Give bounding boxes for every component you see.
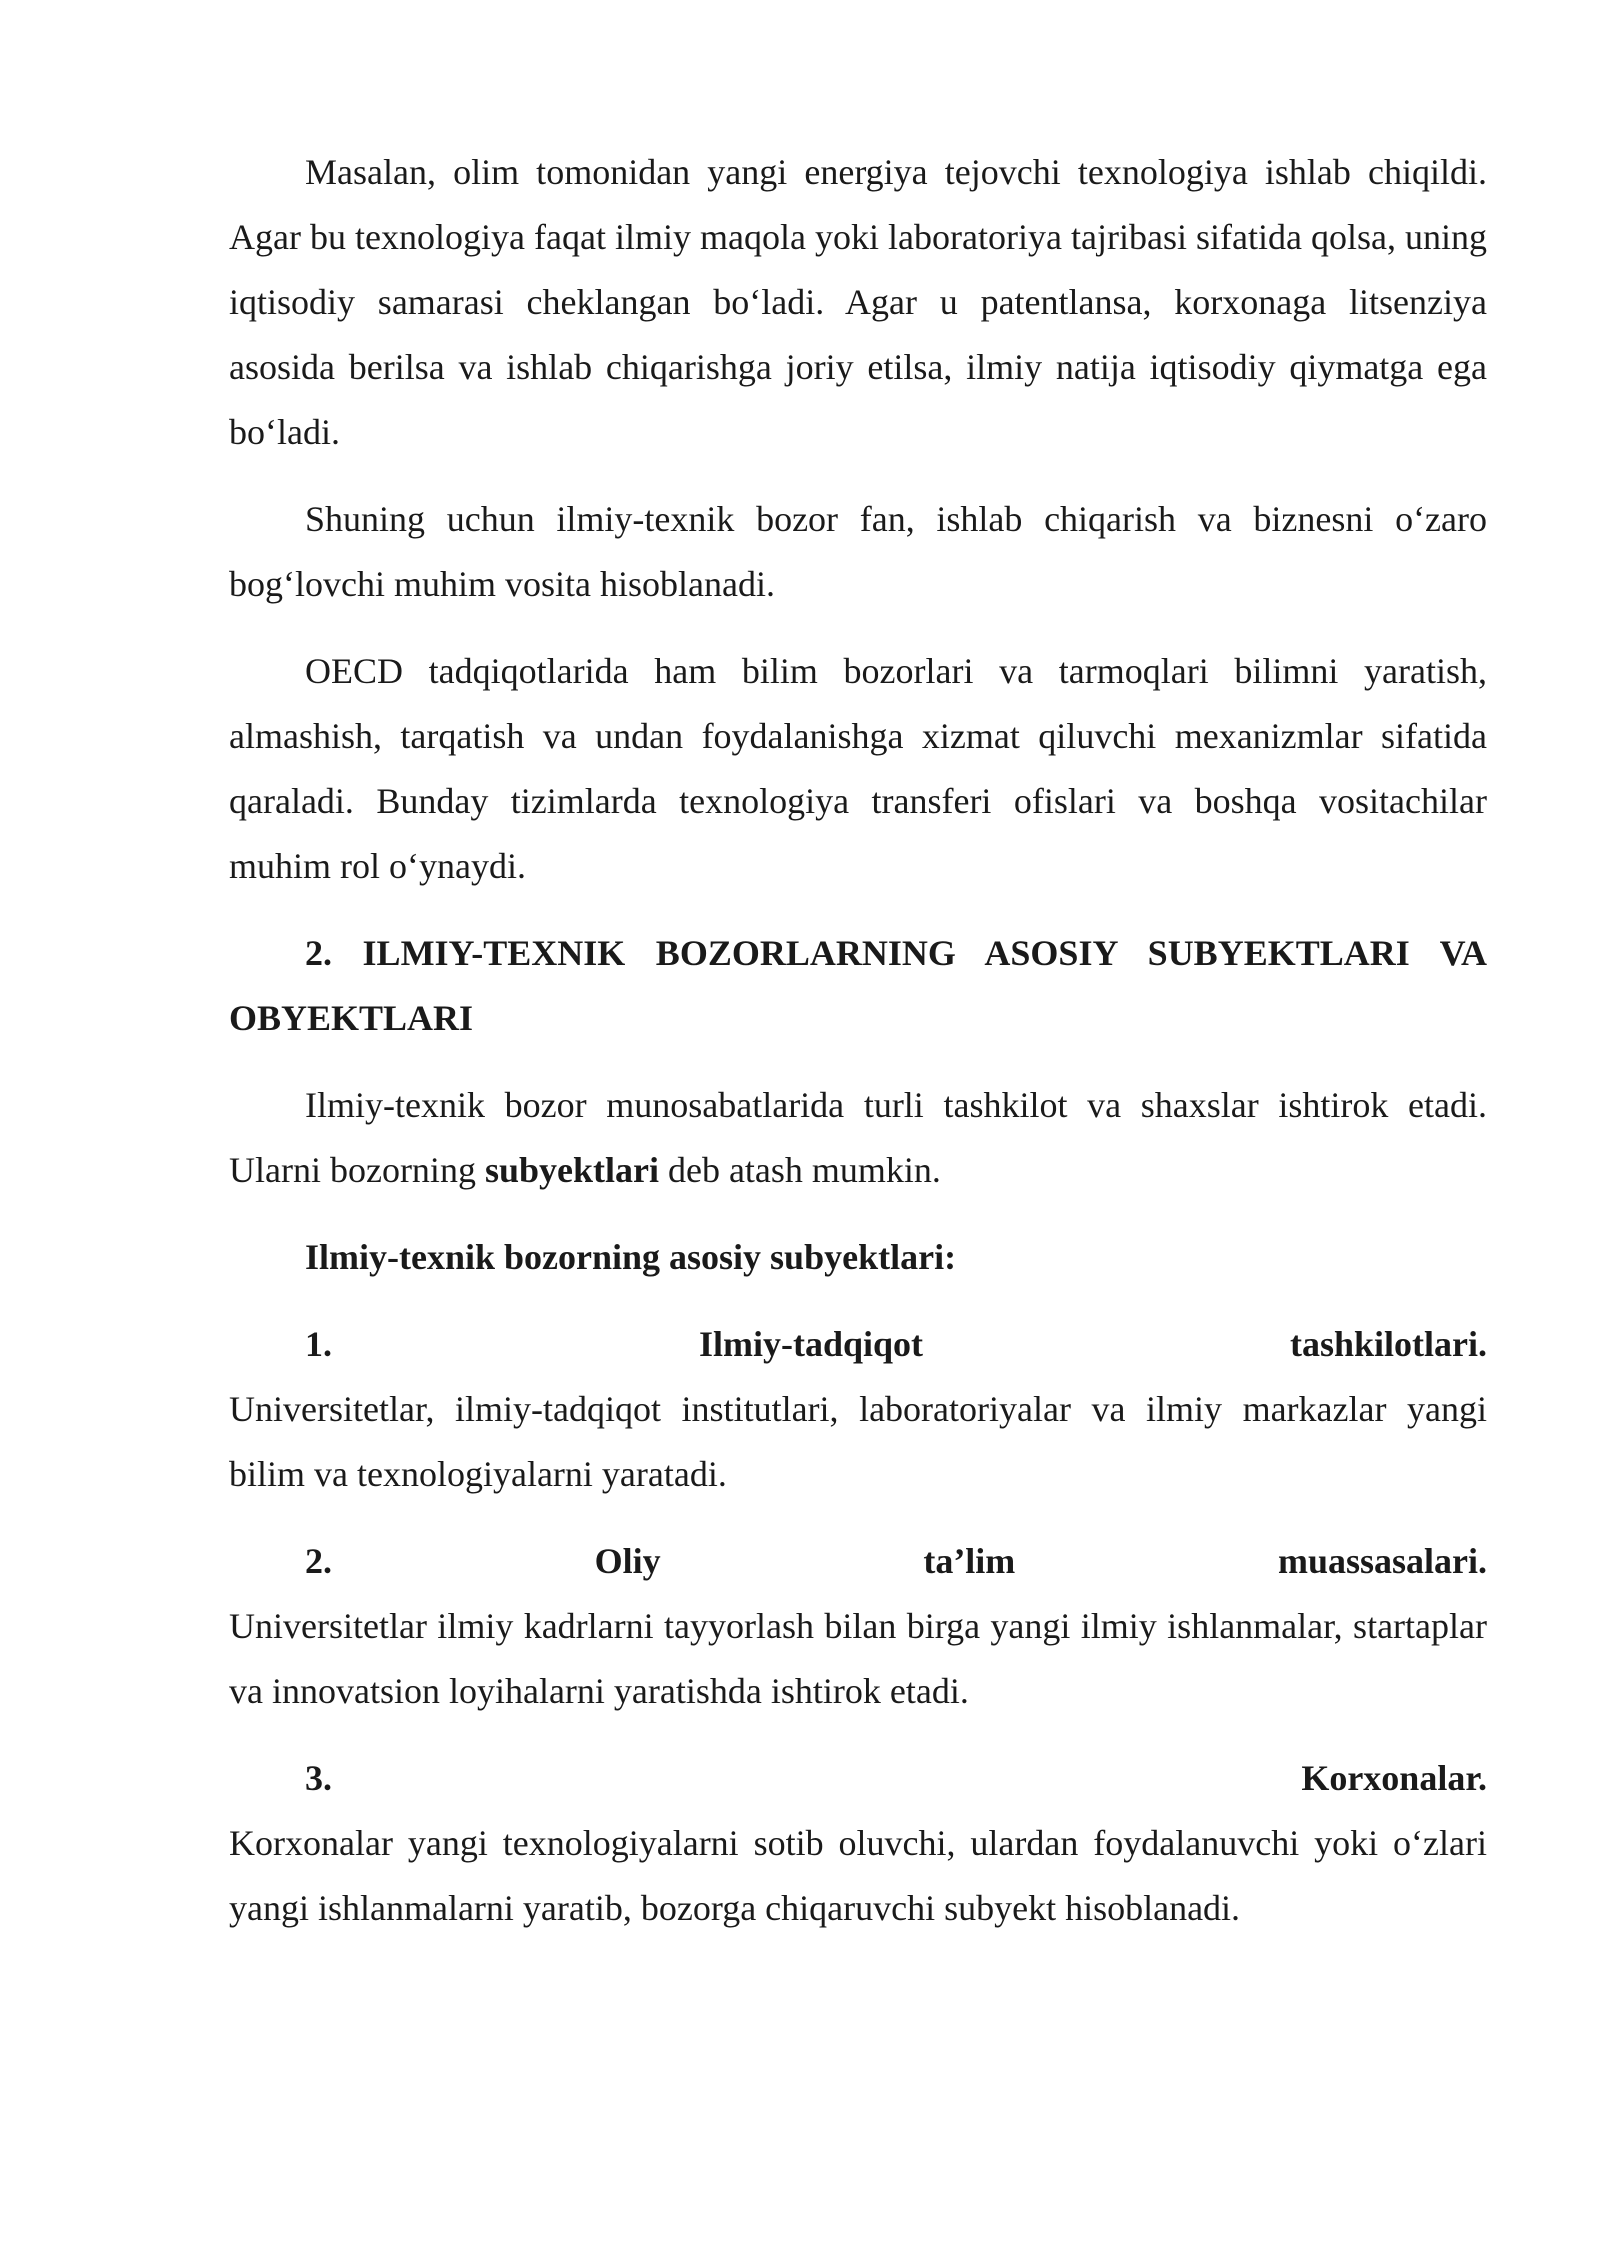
section-intro-text-after: deb atash mumkin.	[658, 1150, 941, 1190]
list-item-header	[229, 1746, 1487, 1811]
list-item-body: Universitetlar ilmiy kadrlarni tayyorlash bilan birga yangi ilmiy ishlanmalar, startaplar va innovatsion loyihalarni yaratishda ishtirok etadi.	[229, 1606, 1487, 1711]
list-item-body: Universitetlar, ilmiy-tadqiqot institutlari, laboratoriyalar va ilmiy markazlar yangi bilim va texnologiyalarni yaratadi.	[229, 1389, 1487, 1494]
list-item-header	[229, 1529, 1487, 1594]
list-item-number: 2.	[305, 1541, 332, 1581]
list-item-title-word: Oliy	[594, 1541, 661, 1581]
list-item	[229, 1312, 1487, 1507]
list-item-title-word: tashkilotlari.	[1289, 1324, 1487, 1364]
list-item	[229, 1529, 1487, 1724]
section-intro-bold-term: subyektlari	[484, 1150, 659, 1190]
list-item-title-word: ta’lim	[923, 1541, 1016, 1581]
paragraph-oecd: OECD tadqiqotlarida ham bilim bozorlari va tarmoqlari bilimni yaratish, almashish, tarqatish va undan foydalanishga xizmat qiluvchi mexanizmlar sifatida qaraladi. Bunday tizimlarda texnologiya transferi ofislari va boshqa vositachilar muhim rol o‘ynaydi.	[229, 651, 1487, 886]
section-intro	[229, 1073, 1487, 1203]
document-page	[229, 140, 1487, 1963]
paragraph-example: Masalan, olim tomonidan yangi energiya tejovchi texnologiya ishlab chiqildi. Agar bu texnologiya faqat ilmiy maqola yoki laboratoriya tajribasi sifatida qolsa, uning iqtisodiy samarasi cheklangan bo‘ladi. Agar u patentlansa, korxonaga litsenziya asosida berilsa va ishlab chiqarishga joriy etilsa, ilmiy natija iqtisodiy qiymatga ega bo‘ladi.	[229, 152, 1487, 452]
list-item-number: 3.	[305, 1758, 332, 1798]
list-item-title-word: Ilmiy-tadqiqot	[698, 1324, 924, 1364]
subjects-list-title: Ilmiy-texnik bozorning asosiy subyektlari:	[305, 1237, 957, 1277]
list-item-title-word: Korxonalar.	[1301, 1758, 1487, 1798]
list-item	[229, 1746, 1487, 1941]
section-intro-text-before: Ilmiy-texnik bozor munosabatlarida turli tashkilot va shaxslar ishtirok etadi. Ularni bozorning	[229, 1085, 1487, 1190]
list-item-number: 1.	[305, 1324, 332, 1364]
list-item-header	[229, 1312, 1487, 1377]
section-heading: 2. ILMIY-TEXNIK BOZORLARNING ASOSIY SUBYEKTLARI VA OBYEKTLARI	[229, 933, 1487, 1038]
list-item-title-word: muassasalari.	[1277, 1541, 1487, 1581]
list-item-body: Korxonalar yangi texnologiyalarni sotib oluvchi, ulardan foydalanuvchi yoki o‘zlari yangi ishlanmalarni yaratib, bozorga chiqaruvchi subyekt hisoblanadi.	[229, 1823, 1487, 1928]
paragraph-conclusion: Shuning uchun ilmiy-texnik bozor fan, ishlab chiqarish va biznesni o‘zaro bog‘lovchi muhim vosita hisoblanadi.	[229, 499, 1487, 604]
